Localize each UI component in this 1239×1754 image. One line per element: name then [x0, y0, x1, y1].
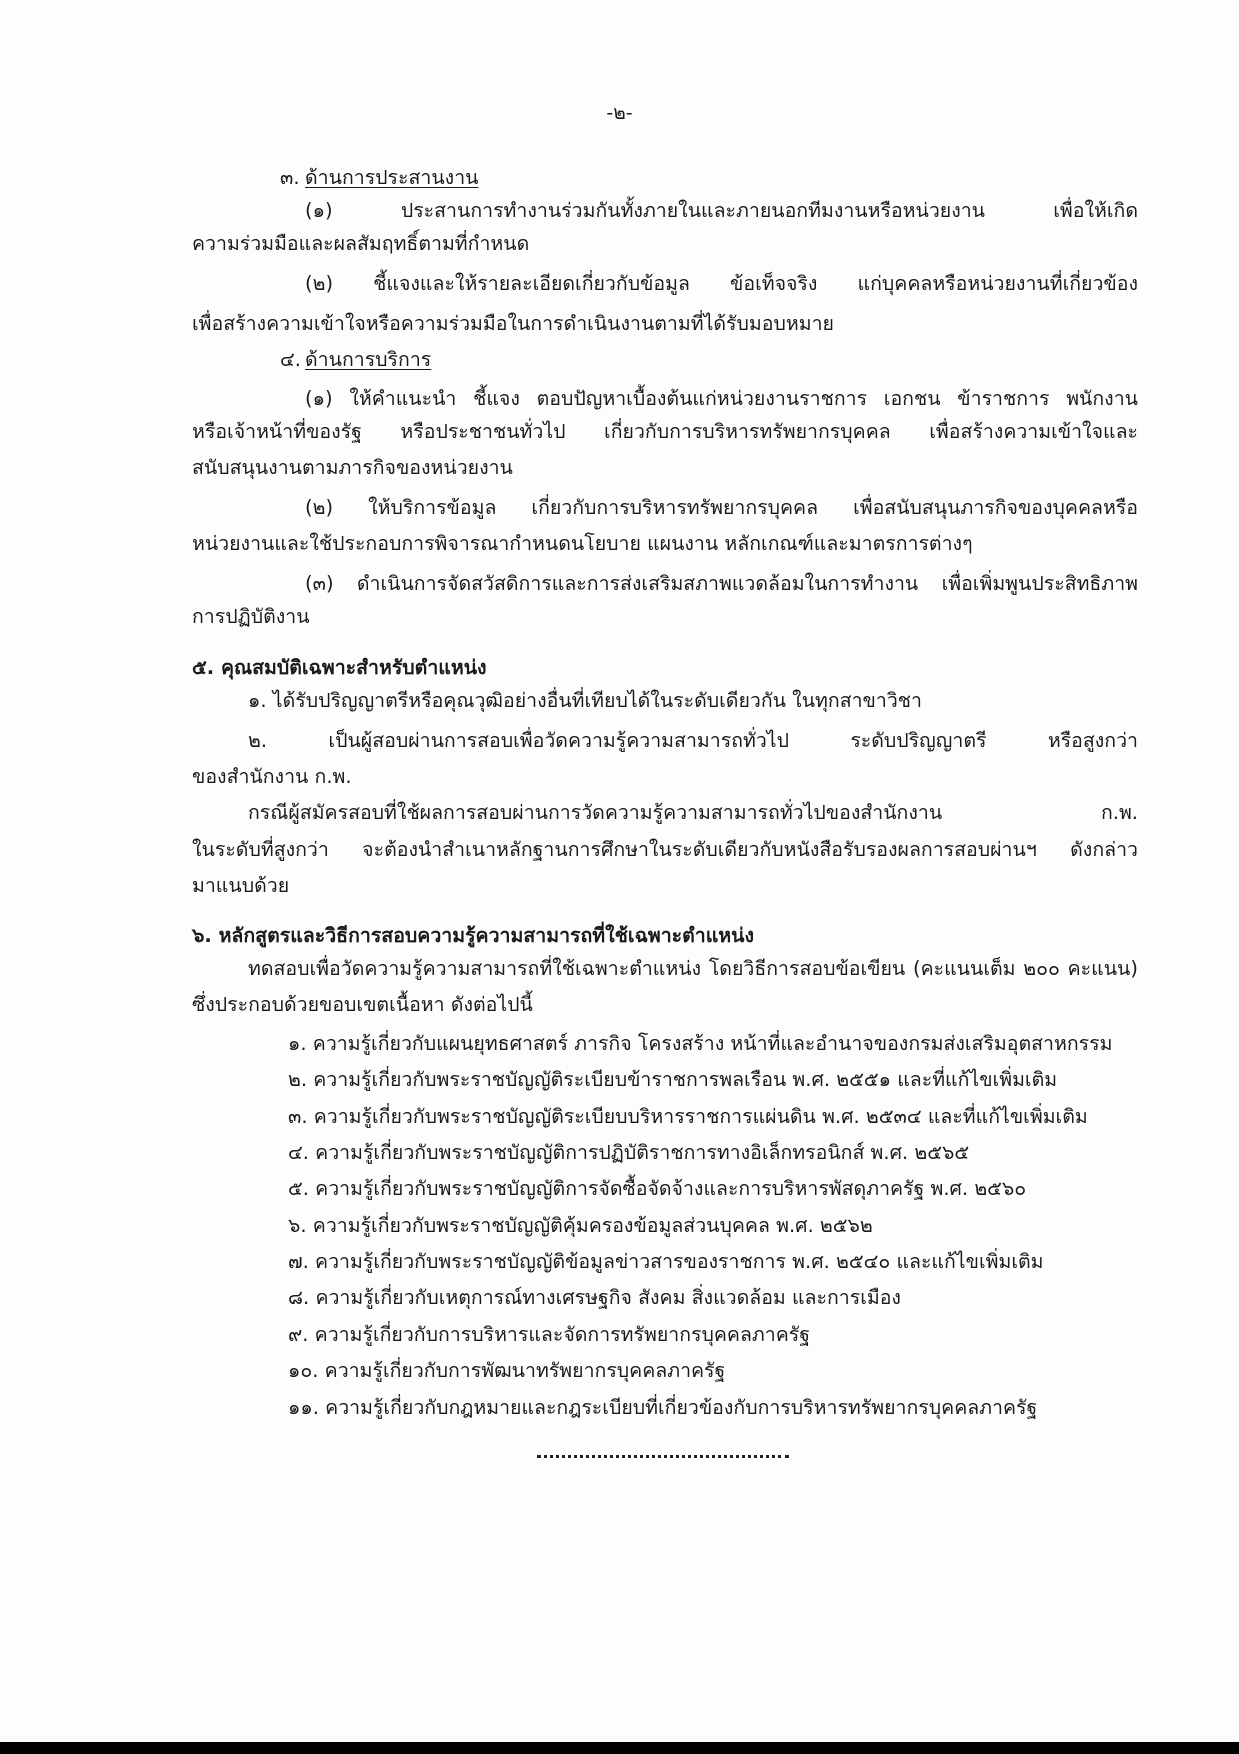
- text-line-sec6-item-9: ๙. ความรู้เกี่ยวกับการบริหารและจัดการทรัพยากรบุคคลภาครัฐ: [288, 1323, 810, 1346]
- text-line-sec5-2a: ๒. เป็นผู้สอบผ่านการสอบเพื่อวัดความรู้ความสามารถทั่วไป ระดับปริญญาตรี หรือสูงกว่า: [248, 729, 1138, 752]
- scan-bottom-border: [0, 1742, 1239, 1754]
- text-line-sec5-2b: ของสำนักงาน ก.พ.: [192, 765, 352, 788]
- text-line-sec4-1c: สนับสนุนงานตามภารกิจของหน่วยงาน: [192, 456, 513, 479]
- text-line-sec4-heading: ด้านการบริการ: [305, 348, 432, 371]
- text-line-sec4-2a: (๒) ให้บริการข้อมูล เกี่ยวกับการบริหารทรัพยากรบุคคล เพื่อสนับสนุนภารกิจของบุคคลหรือ: [305, 496, 1138, 519]
- text-line-sec5-n1: กรณีผู้สมัครสอบที่ใช้ผลการสอบผ่านการวัดความรู้ความสามารถทั่วไปของสำนักงาน ก.พ.: [248, 801, 1138, 824]
- text-line-sec6-intro-b: ซึ่งประกอบด้วยขอบเขตเนื้อหา ดังต่อไปนี้: [192, 993, 533, 1016]
- end-of-document-dotted-line: [537, 1455, 789, 1458]
- text-line-sec4-3a: (๓) ดำเนินการจัดสวัสดิการและการส่งเสริมสภาพแวดล้อมในการทำงาน เพื่อเพิ่มพูนประสิทธิภาพ: [305, 572, 1138, 595]
- text-line-sec4-1a: (๑) ให้คำแนะนำ ชี้แจง ตอบปัญหาเบื้องต้นแก่หน่วยงานราชการ เอกชน ข้าราชการ พนักงาน: [305, 387, 1138, 410]
- page-number: -๒-: [606, 102, 633, 124]
- text-line-sec3-heading: ด้านการประสานงาน: [305, 166, 479, 189]
- text-line-sec3-1a: (๑) ประสานการทำงานร่วมกันทั้งภายในและภายนอกทีมงานหรือหน่วยงาน เพื่อให้เกิด: [305, 199, 1138, 222]
- text-line-sec6-item-7: ๗. ความรู้เกี่ยวกับพระราชบัญญัติข้อมูลข่าวสารของราชการ พ.ศ. ๒๕๔๐ และแก้ไขเพิ่มเติม: [288, 1250, 1044, 1273]
- text-line-sec6-item-2: ๒. ความรู้เกี่ยวกับพระราชบัญญัติระเบียบข้าราชการพลเรือน พ.ศ. ๒๕๕๑ และที่แก้ไขเพิ่มเติม: [288, 1068, 1058, 1091]
- text-line-sec5-heading: ๕. คุณสมบัติเฉพาะสำหรับตำแหน่ง: [192, 656, 487, 679]
- text-line-sec4-3b: การปฏิบัติงาน: [192, 605, 310, 628]
- text-line-sec6-item-1: ๑. ความรู้เกี่ยวกับแผนยุทธศาสตร์ ภารกิจ โครงสร้าง หน้าที่และอำนาจของกรมส่งเสริมอุตสาหกรรม: [288, 1032, 1113, 1055]
- text-line-sec5-n3: มาแนบด้วย: [192, 874, 290, 897]
- text-line-sec6-item-11: ๑๑. ความรู้เกี่ยวกับกฎหมายและกฎระเบียบที่เกี่ยวข้องกับการบริหารทรัพยากรบุคคลภาครัฐ: [288, 1396, 1038, 1419]
- text-line-sec6-item-4: ๔. ความรู้เกี่ยวกับพระราชบัญญัติการปฏิบัติราชการทางอิเล็กทรอนิกส์ พ.ศ. ๒๕๖๕: [288, 1141, 970, 1164]
- text-line-sec3-2a: (๒) ชี้แจงและให้รายละเอียดเกี่ยวกับข้อมูล ข้อเท็จจริง แก่บุคคลหรือหน่วยงานที่เกี่ยวข้อง: [305, 272, 1138, 295]
- text-line-sec4-2b: หน่วยงานและใช้ประกอบการพิจารณากำหนดนโยบาย แผนงาน หลักเกณฑ์และมาตรการต่างๆ: [192, 532, 973, 555]
- text-line-sec6-item-6: ๖. ความรู้เกี่ยวกับพระราชบัญญัติคุ้มครองข้อมูลส่วนบุคคล พ.ศ. ๒๕๖๒: [288, 1214, 873, 1237]
- text-line-sec4-heading-num: ๔.: [280, 348, 301, 371]
- text-line-sec5-n2: ในระดับที่สูงกว่า จะต้องนำสำเนาหลักฐานการศึกษาในระดับเดียวกับหนังสือรับรองผลการสอบผ่านฯ ดังกล่าว: [192, 838, 1138, 861]
- text-line-sec6-heading: ๖. หลักสูตรและวิธีการสอบความรู้ความสามารถที่ใช้เฉพาะตำแหน่ง: [192, 924, 755, 947]
- text-line-sec6-item-3: ๓. ความรู้เกี่ยวกับพระราชบัญญัติระเบียบบริหารราชการแผ่นดิน พ.ศ. ๒๕๓๔ และที่แก้ไขเพิ่มเติม: [288, 1105, 1088, 1128]
- text-line-sec4-1b: หรือเจ้าหน้าที่ของรัฐ หรือประชาชนทั่วไป เกี่ยวกับการบริหารทรัพยากรบุคคล เพื่อสร้างความเข้าใจและ: [192, 420, 1138, 443]
- text-line-sec3-2b: เพื่อสร้างความเข้าใจหรือความร่วมมือในการดำเนินงานตามที่ได้รับมอบหมาย: [192, 312, 834, 335]
- text-line-sec6-intro-a: ทดสอบเพื่อวัดความรู้ความสามารถที่ใช้เฉพาะตำแหน่ง โดยวิธีการสอบข้อเขียน (คะแนนเต็ม ๒๐๐ คะแนน): [248, 957, 1138, 980]
- text-line-sec6-item-8: ๘. ความรู้เกี่ยวกับเหตุการณ์ทางเศรษฐกิจ สังคม สิ่งแวดล้อม และการเมือง: [288, 1286, 901, 1309]
- text-line-sec3-heading-num: ๓.: [280, 166, 300, 189]
- text-line-sec5-1: ๑. ได้รับปริญญาตรีหรือคุณวุฒิอย่างอื่นที่เทียบได้ในระดับเดียวกัน ในทุกสาขาวิชา: [248, 689, 922, 712]
- text-line-sec6-item-5: ๕. ความรู้เกี่ยวกับพระราชบัญญัติการจัดซื้อจัดจ้างและการบริหารพัสดุภาครัฐ พ.ศ. ๒๕๖๐: [288, 1177, 1027, 1200]
- text-line-sec6-item-10: ๑๐. ความรู้เกี่ยวกับการพัฒนาทรัพยากรบุคคลภาครัฐ: [288, 1359, 726, 1382]
- text-line-sec3-1b: ความร่วมมือและผลสัมฤทธิ์ตามที่กำหนด: [192, 232, 530, 255]
